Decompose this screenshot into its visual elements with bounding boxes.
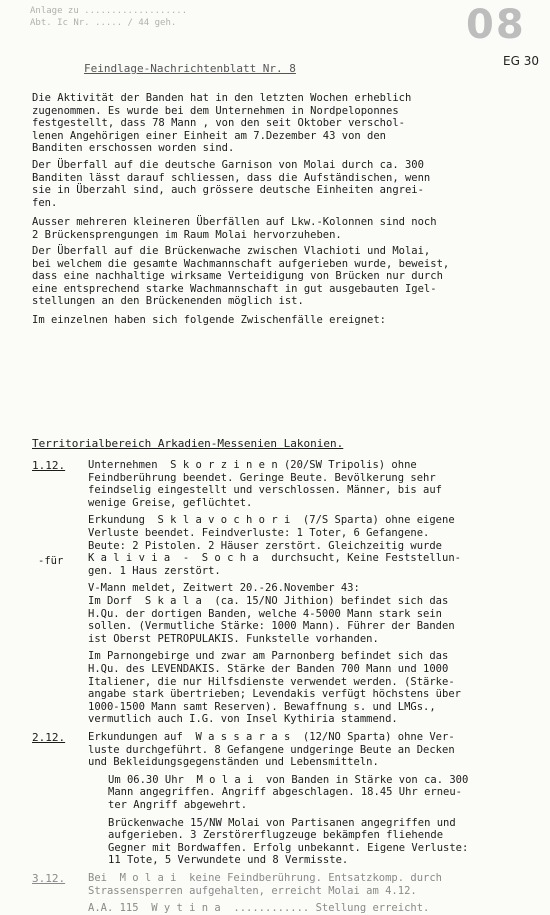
entry-paragraph: A.A. 115 W y t i n a ............ Stellung erreicht. (88, 902, 430, 915)
archive-reference: EG 30 (503, 54, 539, 68)
entry-date: 2.12. (32, 731, 66, 744)
entry-date: 1.12. (32, 459, 66, 472)
intro-paragraph-4: Der Überfall auf die Brückenwache zwischen Vlachioti und Molai, bei welchem die gesamte Wachmannschaft aufgerieben wurde, beweist, dass eine nachhaltige wirksame Verteidigung von Brücken nur durch eine entsprechend starke Wachmannschaft in gut ausgebauten Igel- stellungen an den Brückenenden möglich ist. (32, 245, 450, 308)
entry-paragraph: Brückenwache 15/NW Molai von Partisanen angegriffen und aufgerieben. 3 Zerstörerflugzeuge bekämpfen fliehende Gegner mit Bordwaffen. Erfolg unbekannt. Eigene Verluste: 11 Tote, 5 Verwundete und 8 Vermisste. (108, 816, 469, 867)
header-line-1: Anlage zu ................... (30, 6, 188, 16)
entry-paragraph: Unternehmen S k o r z i n e n (20/SW Tripolis) ohne Feindberührung beendet. Geringe Beute. Bevölkerung sehr feindselig eingestellt und verschlossen. Männer, bis auf wenige Greise, geflüchtet. (88, 459, 443, 509)
entry-paragraph: Erkundungen auf W a s s a r a s (12/NO Sparta) ohne Ver- luste durchgeführt. 8 Gefangene undgeringe Beute an Decken und Bekleidungsgegenständen und Lebensmitteln. (88, 731, 455, 769)
entry-paragraph: Im Parnongebirge und zwar am Parnonberg befindet sich das H.Qu. des LEVENDAKIS. Stärke der Banden 700 Mann und 1000 Italiener, die nur Hilfsdienste verwendet werden. (Stärke- angabe stark übertrieben; Levendakis verfügt höchstens über 1000-1500 Mann samt Reserven). Bewaffnung s. und LMGs., vermutlich auch I.G. von Insel Kythiria stammend. (88, 650, 461, 726)
margin-note: -für (38, 555, 64, 567)
header-line-2: Abt. Ic Nr. ..... / 44 geh. (30, 18, 177, 28)
entry-paragraph: V-Mann meldet, Zeitwert 20.-26.November 43: Im Dorf S k a l a (ca. 15/NO Jithion) befindet sich das H.Qu. der dortigen Banden, welche 4-5000 Mann stark sein sollen. (Vermutliche Stärke: 1000 Mann). Führer der Banden ist Oberst PETROPULAKIS. Funkstelle vorhanden. (88, 582, 455, 645)
document-title: Feindlage-Nachrichtenblatt Nr. 8 (84, 62, 296, 75)
intro-paragraph-2: Der Überfall auf die deutsche Garnison von Molai durch ca. 300 Banditen lässt darauf schliessen, dass die Aufständischen, wenn sie in Überzahl sind, auch grössere deutsche Einheiten angrei- fen. (32, 159, 431, 209)
section-heading: Territorialbereich Arkadien-Messenien Lakonien. (32, 437, 344, 450)
intro-paragraph-5: Im einzelnen haben sich folgende Zwischenfälle ereignet: (32, 314, 387, 326)
entry-paragraph: Erkundung S k l a v o c h o r i (7/S Sparta) ohne eigene Verluste beendet. Feindverluste: 1 Toter, 6 Gefangene. Beute: 2 Pistolen. 2 Häuser zerstört. Gleichzeitig wurde K a l i v i a - S o c h a durchsucht, Keine Feststellun- gen. 1 Haus zerstört. (88, 514, 461, 577)
entry-paragraph: Bei M o l a i keine Feindberührung. Entsatzkomp. durch Strassensperren aufgehalten, erreicht Molai am 4.12. (88, 872, 443, 897)
entry-paragraph: Um 06.30 Uhr M o l a i von Banden in Stärke von ca. 300 Mann angegriffen. Angriff abgeschlagen. 18.45 Uhr erneu- ter Angriff abgewehrt. (108, 773, 469, 811)
intro-paragraph-1: Die Aktivität der Banden hat in den letzten Wochen erheblich zugenommen. Es wurde bei dem Unternehmen in Nordpeloponnes festgestellt, dass 78 Mann , von den seit Oktober verschol- lenen Angehörigen einer Einheit am 7.Dezember 43 von den Banditen erschossen worden sind. (32, 92, 412, 155)
intro-paragraph-3: Ausser mehreren kleineren Überfällen auf Lkw.-Kolonnen sind noch 2 Brückensprengungen im Raum Molai hervorzuheben. (32, 216, 437, 241)
entry-date: 3.12. (32, 872, 66, 885)
stamp-number: 08 (466, 2, 526, 48)
